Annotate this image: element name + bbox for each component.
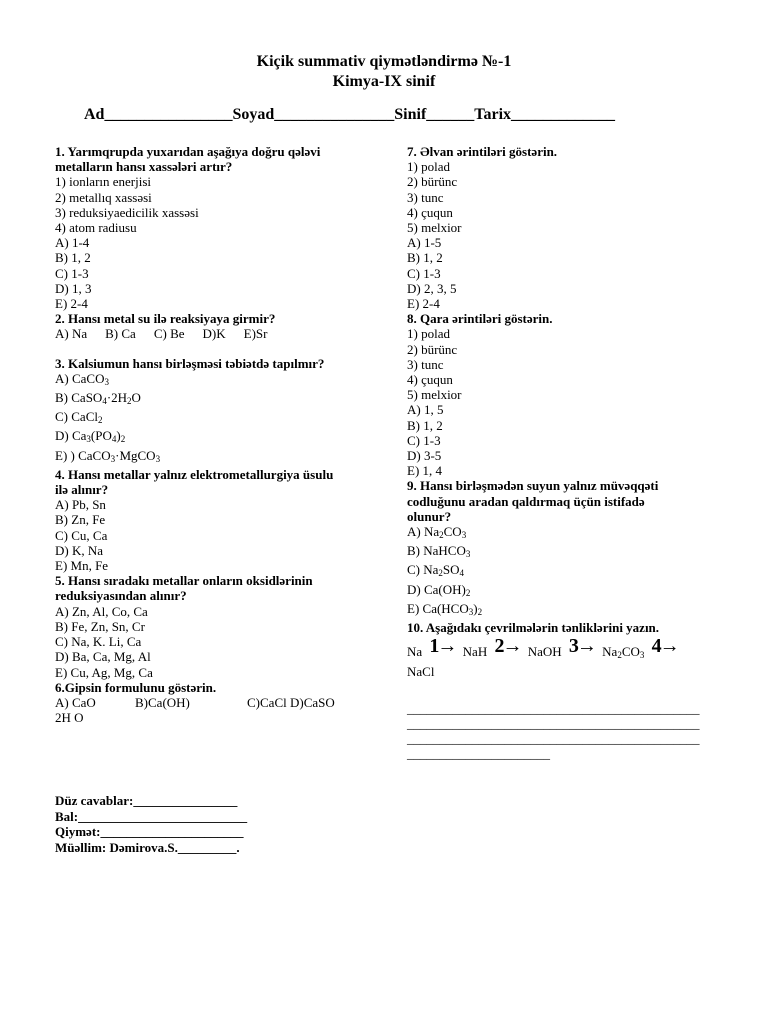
- q7-option: B) 1, 2: [407, 250, 443, 266]
- q1-option: A) 1-4: [55, 235, 90, 251]
- q7-item: 1) polad: [407, 159, 450, 175]
- right-column: [407, 144, 712, 761]
- q3-option-b: B) $CaSO_4\cdot 2H_2O$: [55, 390, 141, 407]
- q8-item: 2) bürünc: [407, 341, 458, 357]
- q6-option-b: B)Ca(OH): [135, 694, 190, 710]
- q8-option: E) 1, 4: [407, 463, 443, 479]
- q2-option: A) Na: [55, 326, 88, 342]
- q1-option: C) 1-3: [55, 265, 89, 281]
- teacher-field: Müəllim: Dəmirova.S._________.: [55, 839, 240, 855]
- q3-option-c: C) CaCl$_2$: [55, 409, 103, 426]
- q8-option: B) 1, 2: [407, 417, 443, 433]
- q7-option: A) 1-5: [407, 235, 442, 251]
- arrow-4-icon: 4→: [651, 635, 678, 658]
- q1-item: 3) reduksiyaedicilik xassəsi: [55, 204, 199, 220]
- q2-option: E)Sr: [243, 326, 268, 342]
- score-field: Bal:__________________________: [55, 808, 248, 824]
- q7-item: 4) çuqun: [407, 204, 453, 220]
- question-3: 3. Kalsiumun hansı birləşməsi təbiətdə tapılmır?: [55, 355, 325, 371]
- q6-tail: 2H O: [55, 710, 84, 726]
- student-fields-line: Ad________________Soyad_______________Sinif______Tarix_____________: [84, 106, 616, 123]
- q1-item: 4) atom radiusu: [55, 220, 137, 236]
- q9-option-c: C) $Na_2SO_4$: [407, 562, 465, 579]
- q6-option-a: A) CaO: [55, 694, 96, 710]
- q8-option: D) 3-5: [407, 448, 442, 464]
- q1-option: B) 1, 2: [55, 250, 91, 266]
- question-10: 10. Aşağıdakı çevrilmələrin tənliklərini yazın.: [407, 620, 660, 636]
- q4-option: E) Mn, Fe: [55, 558, 109, 574]
- q8-item: 4) çuqun: [407, 372, 453, 388]
- q2-option: C) Be: [153, 326, 185, 342]
- q7-option: E) 2-4: [407, 296, 440, 312]
- q4-option: B) Zn, Fe: [55, 512, 106, 528]
- answer-lines: [407, 701, 712, 761]
- q3-option-e: E) ) CaCO$_3$·MgCO$_3$: [55, 447, 161, 464]
- q7-item: 3) tunc: [407, 189, 444, 205]
- q9-option-e: E) $Ca(HCO_3)_2$: [407, 600, 483, 617]
- q8-option: C) 1-3: [407, 432, 441, 448]
- answer-line[interactable]: _____________________________________________: [407, 715, 700, 731]
- q8-item: 5) melxior: [407, 387, 462, 403]
- q5-option: C) Na, K. Li, Ca: [55, 634, 142, 650]
- conversion-chain: Na 1→ NaH 2→ NaOH $3\to Na_2CO_3$ 4→: [407, 635, 678, 661]
- answer-line[interactable]: _____________________________________________: [407, 700, 700, 716]
- question-5: 5. Hansı sıradakı metallar onların oksidlərinin reduksiyasından alınır?: [55, 573, 313, 604]
- q8-option: A) 1, 5: [407, 402, 444, 418]
- q2-option: B) Ca: [105, 326, 136, 342]
- q5-option: E) Cu, Ag, Mg, Ca: [55, 664, 153, 680]
- q2-options: [55, 326, 365, 341]
- q4-option: D) K, Na: [55, 542, 104, 558]
- q6-option-cd: C)CaCl D)CaSO: [247, 694, 335, 710]
- q9-option-a: A) $Na_2CO_3$: [407, 524, 467, 541]
- q1-item: 1) ionların enerjisi: [55, 174, 152, 190]
- question-7: 7. Əlvan ərintiləri göstərin.: [407, 144, 558, 159]
- question-2: 2. Hansı metal su ilə reaksiyaya girmir?: [55, 311, 276, 327]
- q9-option-b: B) NaHCO$_3$: [407, 543, 471, 560]
- q8-item: 1) polad: [407, 326, 450, 342]
- question-9: 9. Hansı birləşmədən suyun yalnız müvəqqəti codluğunu aradan qaldırmaq üçün istifadə olunur?: [407, 478, 659, 524]
- q9-option-d: D) $Ca(OH)_2$: [407, 581, 471, 598]
- grade-field: Qiymət:______________________: [55, 824, 244, 839]
- arrow-2-icon: 2→: [494, 635, 521, 658]
- page-subtitle: Kimya-IX sinif: [332, 73, 436, 90]
- q5-option: D) Ba, Ca, Mg, Al: [55, 649, 151, 665]
- q7-item: 2) bürünc: [407, 174, 458, 190]
- q4-option: C) Cu, Ca: [55, 527, 108, 543]
- conversion-end: NaCl: [407, 663, 435, 679]
- answer-line[interactable]: _____________________________________________: [407, 730, 700, 746]
- page-title: Kiçik summativ qiymətləndirmə №-1: [256, 53, 512, 70]
- footer-block: [55, 793, 247, 855]
- q8-item: 3) tunc: [407, 356, 444, 372]
- q1-option: D) 1, 3: [55, 280, 92, 296]
- q4-option: A) Pb, Sn: [55, 497, 106, 513]
- q2-option: D)K: [202, 326, 226, 342]
- answer-line[interactable]: ______________________: [407, 745, 550, 761]
- arrow-3-icon: 3→: [568, 635, 595, 658]
- q5-option: B) Fe, Zn, Sn, Cr: [55, 618, 145, 634]
- q3-option-a: A) CaCO$_3$: [55, 370, 109, 387]
- q7-option: D) 2, 3, 5: [407, 280, 457, 296]
- q1-option: E) 2-4: [55, 296, 88, 312]
- correct-answers-field: Düz cavablar:________________: [55, 793, 238, 808]
- question-4: 4. Hansı metallar yalnız elektrometallurgiya üsulu ilə alınır?: [55, 466, 334, 498]
- q7-item: 5) melxior: [407, 220, 462, 236]
- q1-item: 2) metallıq xassəsi: [55, 189, 152, 205]
- question-6: 6.Gipsin formulunu göstərin.: [55, 679, 217, 695]
- q5-option: A) Zn, Al, Co, Ca: [55, 603, 148, 619]
- q7-option: C) 1-3: [407, 265, 441, 281]
- question-8: 8. Qara ərintiləri göstərin.: [407, 311, 553, 327]
- q6-options: [55, 695, 365, 710]
- left-column: [55, 144, 365, 725]
- arrow-1-icon: 1→: [429, 635, 456, 658]
- q3-option-d: D) $Ca_3(PO_4)_2$: [55, 428, 126, 445]
- question-1: 1. Yarımqrupda yuxarıdan aşağıya doğru qələvi metalların hansı xassələri artır?: [55, 144, 321, 175]
